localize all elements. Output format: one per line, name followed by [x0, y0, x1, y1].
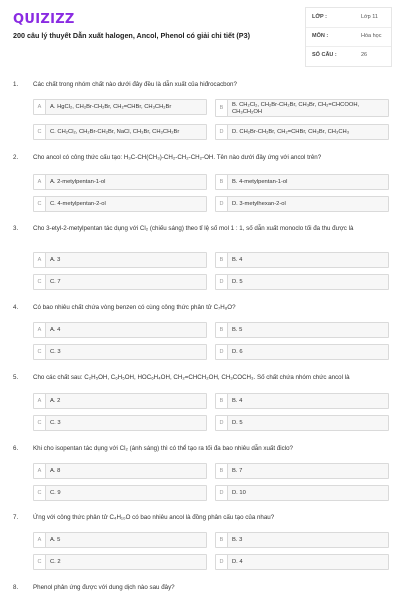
meta-row-class — [306, 8, 391, 28]
question-number: 5. — [13, 374, 19, 381]
option-c[interactable] — [33, 415, 207, 431]
option-letter: A — [34, 323, 46, 337]
option-b[interactable] — [215, 463, 389, 479]
question-text: Các chất trong nhóm chất nào dưới đây đều là dẫn xuất của hiđrocacbon? — [33, 81, 237, 88]
option-text: B. 7 — [232, 468, 243, 474]
option-b[interactable] — [215, 532, 389, 548]
option-letter: A — [34, 464, 46, 478]
option-c[interactable] — [33, 274, 207, 290]
option-text: D. 5 — [232, 279, 243, 285]
option-c[interactable] — [33, 554, 207, 570]
option-letter: B — [216, 175, 228, 189]
option-d[interactable] — [215, 344, 389, 360]
question-text: Ứng với công thức phân tử C₄H₁₀O có bao nhiêu ancol là đồng phân cấu tạo của nhau? — [33, 514, 275, 521]
option-letter: A — [34, 394, 46, 408]
option-text: A. 2-metylpentan-1-ol — [50, 179, 106, 185]
option-text: A. HgCl₂, CH₂Br-CH₂Br, CH₂=CHBr, CH₃CH₂Br — [50, 104, 172, 110]
question-text: Cho ancol có công thức cấu tạo: H₃C-CH(CH₃)-CH₂-CH₂-CH₂-OH. Tên nào dưới đây ứng với ancol trên? — [33, 154, 322, 161]
option-b[interactable] — [215, 322, 389, 338]
option-letter: A — [34, 175, 46, 189]
option-letter: C — [34, 416, 46, 430]
option-text: B. 3 — [232, 537, 243, 543]
option-letter: C — [34, 345, 46, 359]
option-d[interactable] — [215, 554, 389, 570]
option-text: D. 10 — [232, 490, 246, 496]
option-text: B. 5 — [232, 327, 243, 333]
option-letter: B — [216, 323, 228, 337]
question-number: 2. — [13, 154, 19, 161]
option-text: D. CH₂Br-CH₂Br, CH₂=CHBr, CH₃Br, CH₃CH₃ — [232, 129, 350, 135]
option-text: C. 3 — [50, 349, 61, 355]
option-text: C. 2 — [50, 559, 61, 565]
question-text: Cho các chất sau: C₂H₅OH, C₆H₅OH, HOC₆H₄OH, CH₂=CHCH₂OH, CH₃COCH₃. Số chất chứa nhóm chức ancol là — [33, 374, 350, 381]
option-text: B. 4 — [232, 257, 243, 263]
option-d[interactable] — [215, 415, 389, 431]
question-number: 3. — [13, 225, 19, 232]
option-letter: C — [34, 486, 46, 500]
option-text: B. 4 — [232, 398, 243, 404]
option-letter: D — [216, 125, 228, 139]
option-letter: A — [34, 253, 46, 267]
option-b[interactable] — [215, 174, 389, 190]
option-d[interactable] — [215, 196, 389, 212]
option-letter: A — [34, 533, 46, 547]
meta-row-subject — [306, 27, 391, 47]
option-text: C. CH₂Cl₂, CH₂Br-CH₂Br, NaCl, CH₃Br, CH₃CH₂Br — [50, 129, 180, 135]
option-text: C. 9 — [50, 490, 61, 496]
meta-label: SỐ CÂU : — [312, 52, 337, 58]
option-letter: B — [216, 464, 228, 478]
question-number: 4. — [13, 304, 19, 311]
quizizz-logo: QUIZIZZ — [13, 12, 75, 27]
option-text: A. 8 — [50, 468, 61, 474]
option-letter: B — [216, 533, 228, 547]
meta-table — [305, 7, 392, 67]
option-a[interactable] — [33, 463, 207, 479]
option-text: B. 4-metylpentan-1-ol — [232, 179, 288, 185]
option-text: B. CH₂Cl₂, CH₂Br-CH₂Br, CH₃Br, CH₂=CHCOOH, CH₃CH₂OH — [232, 102, 360, 115]
meta-label: LỚP : — [312, 14, 327, 20]
option-text: D. 4 — [232, 559, 243, 565]
option-b[interactable] — [215, 99, 389, 117]
option-c[interactable] — [33, 485, 207, 501]
option-letter: B — [216, 100, 228, 116]
option-letter: D — [216, 275, 228, 289]
option-a[interactable] — [33, 532, 207, 548]
option-d[interactable] — [215, 124, 389, 140]
option-d[interactable] — [215, 485, 389, 501]
option-letter: C — [34, 555, 46, 569]
question-text: Khi cho isopentan tác dụng với Cl₂ (ánh sáng) thì có thể tạo ra tối đa bao nhiêu dẫn xuất điclo? — [33, 445, 293, 452]
option-letter: D — [216, 416, 228, 430]
option-text: D. 3-metylhexan-2-ol — [232, 201, 286, 207]
worksheet-title: 200 câu lý thuyết Dẫn xuất halogen, Ancol, Phenol có giải chi tiết (P3) — [13, 31, 250, 40]
option-text: D. 6 — [232, 349, 243, 355]
question-text: Cho 3-etyl-2-metylpentan tác dụng với Cl₂ (chiếu sáng) theo tỉ lệ số mol 1 : 1, số dẫn xuất monoclo tối đa thu được là — [33, 225, 354, 232]
option-a[interactable] — [33, 99, 207, 115]
option-letter: B — [216, 394, 228, 408]
question-number: 7. — [13, 514, 19, 521]
question-number: 6. — [13, 445, 19, 452]
meta-value: Hóa học — [361, 33, 382, 39]
worksheet-header — [0, 0, 400, 70]
option-c[interactable] — [33, 344, 207, 360]
meta-value: 26 — [361, 52, 368, 58]
option-a[interactable] — [33, 252, 207, 268]
meta-label: MÔN : — [312, 33, 329, 39]
option-text: C. 3 — [50, 420, 61, 426]
option-a[interactable] — [33, 322, 207, 338]
option-b[interactable] — [215, 252, 389, 268]
option-text: D. 5 — [232, 420, 243, 426]
option-text: A. 5 — [50, 537, 61, 543]
option-d[interactable] — [215, 274, 389, 290]
option-letter: C — [34, 197, 46, 211]
option-text: A. 2 — [50, 398, 61, 404]
option-letter: D — [216, 197, 228, 211]
option-text: C. 7 — [50, 279, 61, 285]
option-text: A. 3 — [50, 257, 61, 263]
option-letter: A — [34, 100, 46, 114]
option-letter: C — [34, 125, 46, 139]
question-text: Phenol phản ứng được với dung dịch nào sau đây? — [33, 584, 175, 591]
option-letter: D — [216, 345, 228, 359]
option-a[interactable] — [33, 174, 207, 190]
question-text: Có bao nhiêu chất chứa vòng benzen có cùng công thức phân tử C₇H₈O? — [33, 304, 236, 311]
option-letter: C — [34, 275, 46, 289]
option-c[interactable] — [33, 196, 207, 212]
meta-value: Lớp 11 — [361, 14, 378, 20]
meta-row-count — [306, 46, 391, 65]
option-letter: D — [216, 486, 228, 500]
option-c[interactable] — [33, 124, 207, 140]
option-letter: D — [216, 555, 228, 569]
option-text: C. 4-metylpentan-2-ol — [50, 201, 106, 207]
question-number: 8. — [13, 584, 19, 591]
option-letter: B — [216, 253, 228, 267]
question-number: 1. — [13, 81, 19, 88]
option-b[interactable] — [215, 393, 389, 409]
option-text: A. 4 — [50, 327, 61, 333]
option-a[interactable] — [33, 393, 207, 409]
